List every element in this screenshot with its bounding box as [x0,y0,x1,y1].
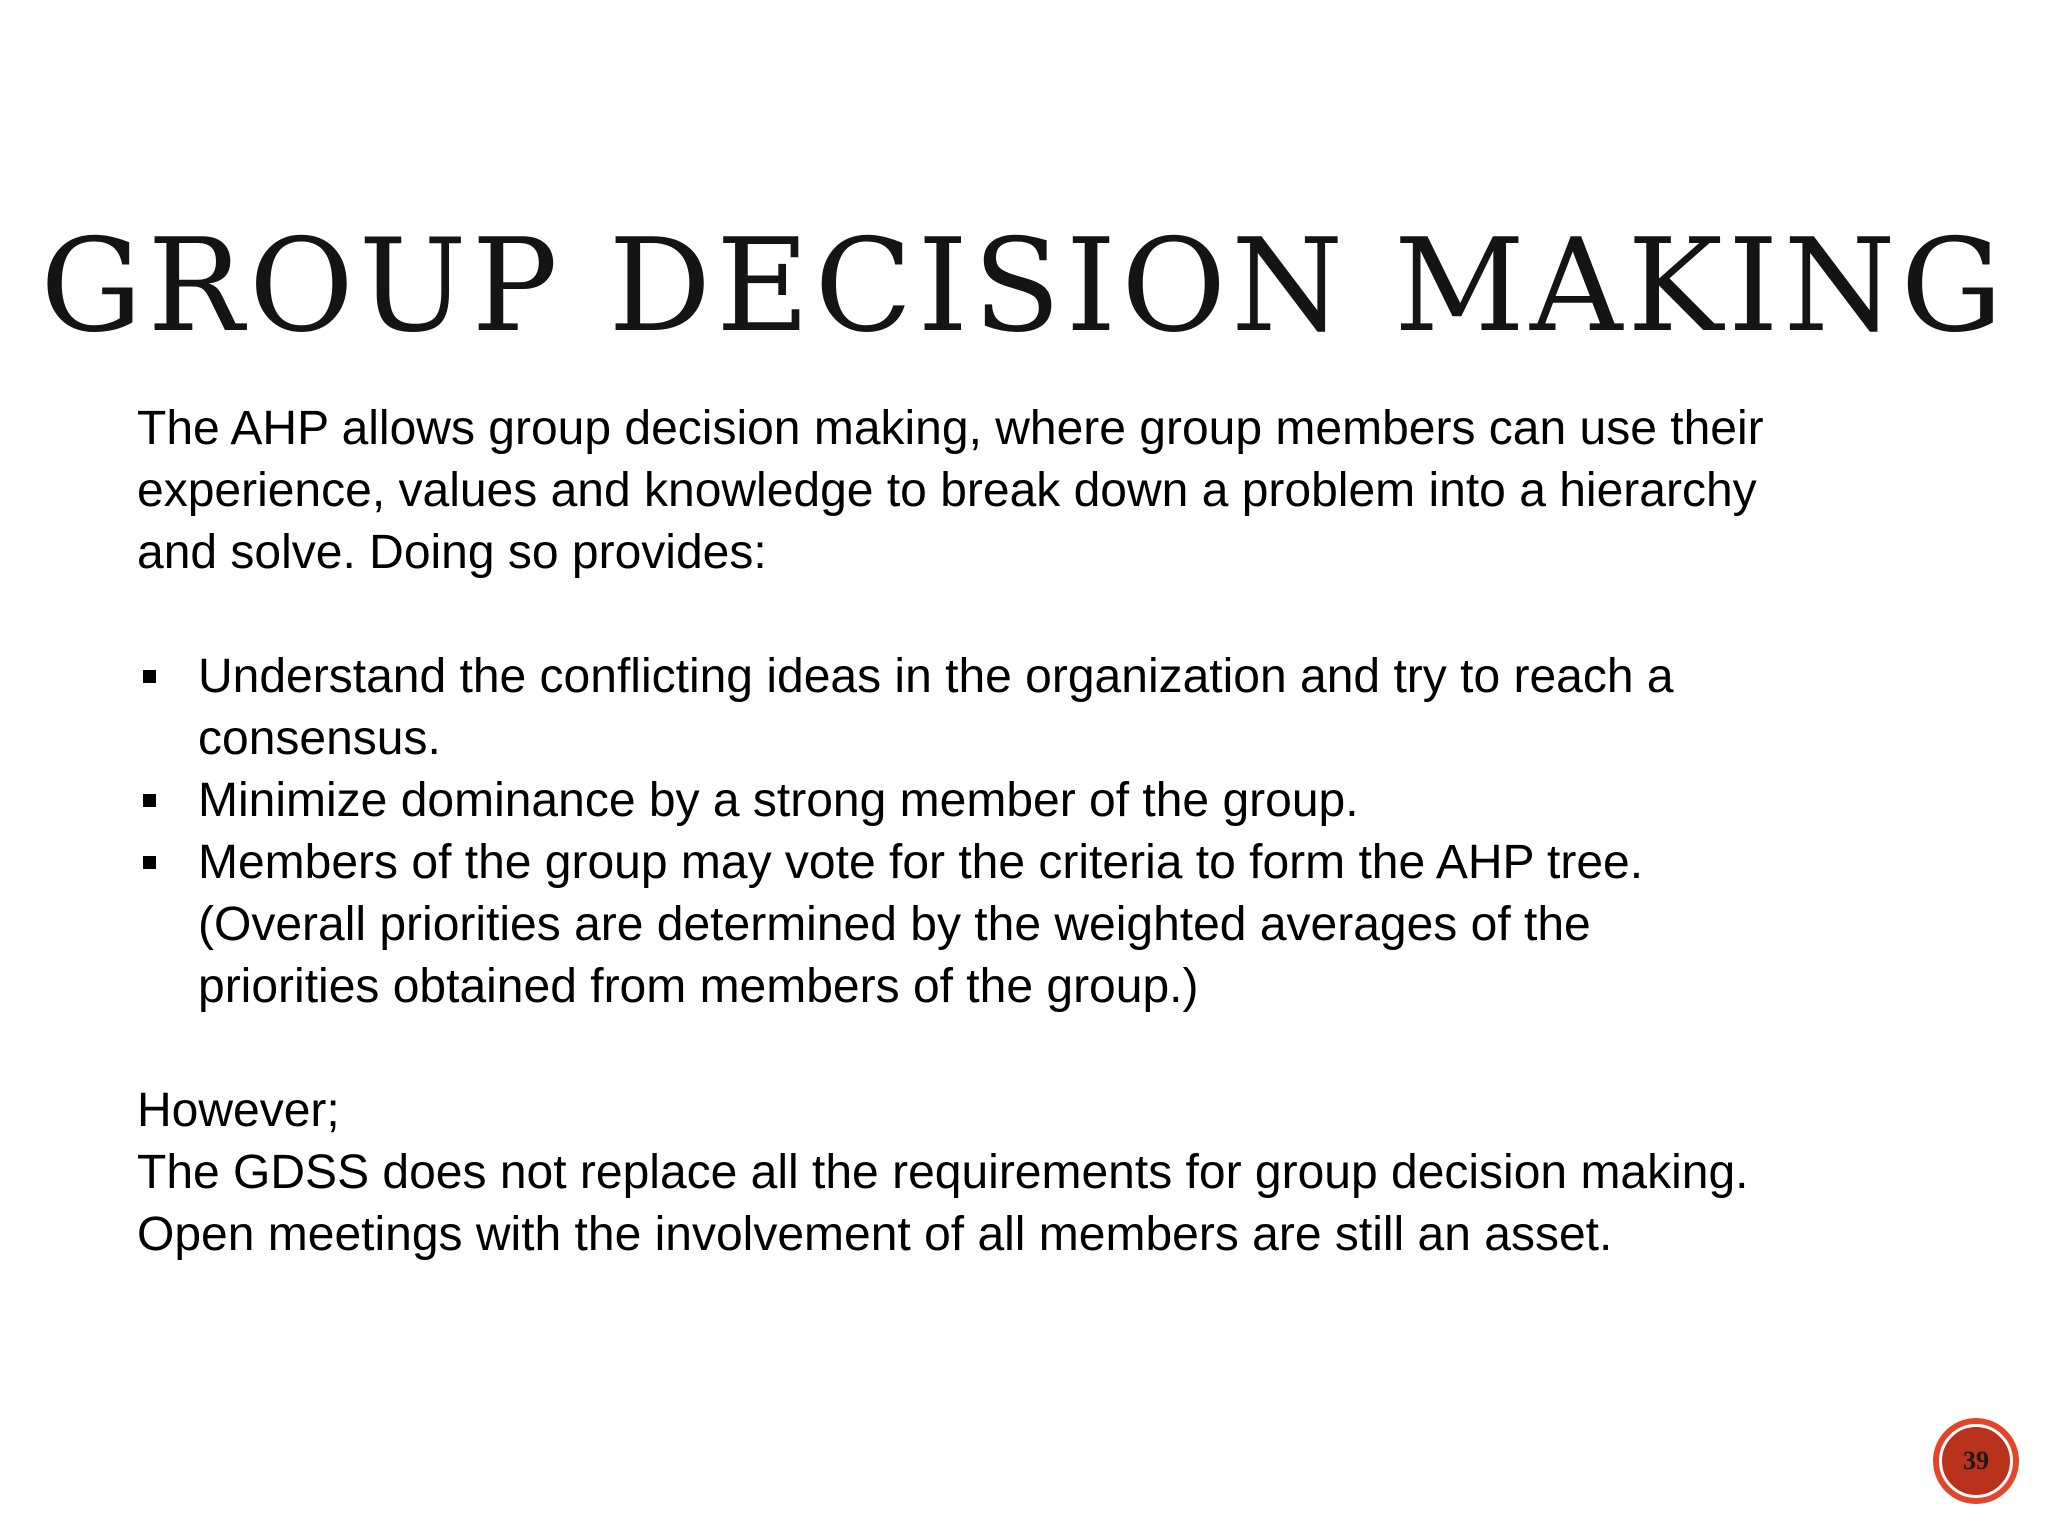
square-bullet-icon [143,794,156,807]
bullet-list [137,646,1937,1018]
intro-line: and solve. Doing so provides: [137,526,767,579]
spacer [137,584,1937,646]
slide-body [137,398,1937,1266]
bullet-line: priorities obtained from members of the group.) [198,960,1199,1013]
bullet-item [137,646,1937,770]
intro-line: experience, values and knowledge to break down a problem into a hierarchy [137,464,1757,517]
closing-line: However; [137,1084,340,1137]
intro-paragraph [137,398,1937,584]
square-bullet-icon [143,670,156,683]
intro-line: The AHP allows group decision making, where group members can use their [137,402,1764,455]
bullet-item [137,832,1937,1018]
closing-line: Open meetings with the involvement of all members are still an asset. [137,1208,1613,1261]
bullet-line: consensus. [198,712,441,765]
closing-line: The GDSS does not replace all the requirements for group decision making. [137,1146,1749,1199]
bullet-item [137,770,1937,832]
bullet-line: Minimize dominance by a strong member of the group. [198,774,1359,827]
square-bullet-icon [143,856,156,869]
spacer [137,1018,1937,1080]
bullet-line: Members of the group may vote for the criteria to form the AHP tree. [198,836,1644,889]
closing-paragraph [137,1080,1937,1266]
page-number-badge [1933,1418,2019,1504]
bullet-line: (Overall priorities are determined by the weighted averages of the [198,898,1591,951]
page-number: 39 [1963,1446,1989,1475]
slide-title: GROUP DECISION MAKING [40,212,2008,361]
bullet-line: Understand the conflicting ideas in the organization and try to reach a [198,650,1674,703]
